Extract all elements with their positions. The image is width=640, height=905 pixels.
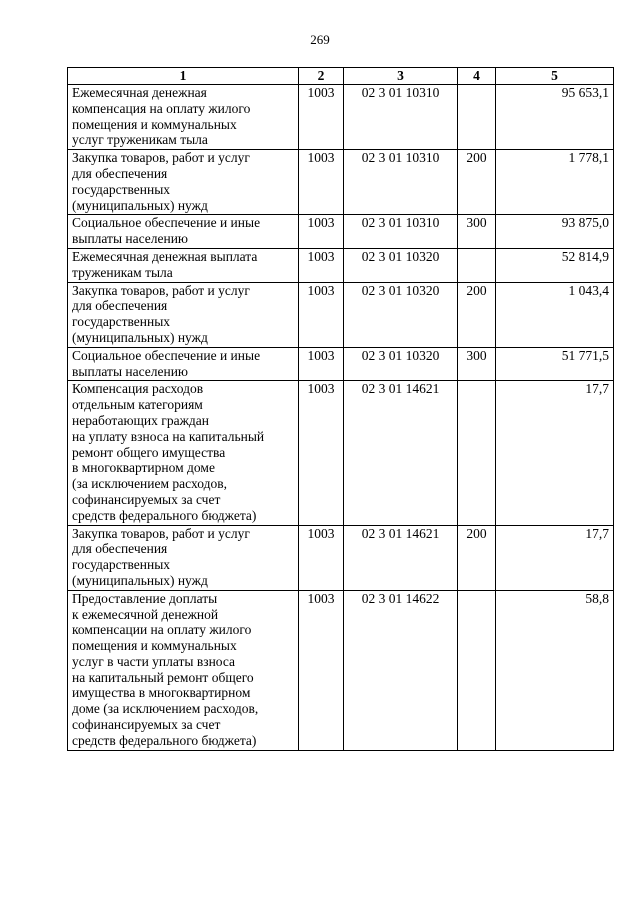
amount-cell: 52 814,9 <box>496 248 614 282</box>
expense-name-line: (муниципальных) нужд <box>72 197 208 213</box>
expense-name-line: в многоквартирном доме <box>72 460 215 476</box>
expense-name-line: помещения и коммунальных <box>72 116 237 132</box>
table-body <box>68 85 614 751</box>
amount-cell: 1 778,1 <box>496 150 614 215</box>
expense-name-cell <box>68 347 299 381</box>
target-article-cell: 02 3 01 10310 <box>344 215 458 249</box>
amount-cell: 51 771,5 <box>496 347 614 381</box>
column-header-1: 1 <box>68 68 299 85</box>
expense-type-cell: 300 <box>458 215 496 249</box>
expense-name-line: Ежемесячная денежная выплата <box>72 248 258 264</box>
table-row <box>68 282 614 347</box>
expense-name-line: Закупка товаров, работ и услуг <box>72 150 250 166</box>
expense-name-line: Предоставление доплаты <box>72 590 218 606</box>
expense-name-line: государственных <box>72 181 171 197</box>
expense-type-cell <box>458 248 496 282</box>
expense-name-line: софинансируемых за счет <box>72 717 221 733</box>
expense-name-line: услуг труженикам тыла <box>72 132 208 148</box>
expense-name-line: Ежемесячная денежная <box>72 85 207 100</box>
table-row <box>68 248 614 282</box>
expense-name-line: компенсация на оплату жилого <box>72 100 251 116</box>
expense-name-cell <box>68 590 299 750</box>
section-code-cell: 1003 <box>299 347 344 381</box>
section-code-cell: 1003 <box>299 381 344 525</box>
target-article-cell: 02 3 01 14621 <box>344 381 458 525</box>
expense-name-line: выплаты населению <box>72 363 189 379</box>
expense-name-line: (муниципальных) нужд <box>72 329 208 345</box>
amount-cell: 58,8 <box>496 590 614 750</box>
expense-type-cell: 200 <box>458 525 496 590</box>
section-code-cell: 1003 <box>299 85 344 150</box>
budget-table <box>67 67 614 751</box>
amount-cell: 1 043,4 <box>496 282 614 347</box>
expense-name-line: услуг в части уплаты взноса <box>72 653 236 669</box>
expense-name-line: для обеспечения <box>72 541 168 557</box>
amount-cell: 17,7 <box>496 381 614 525</box>
target-article-cell: 02 3 01 10310 <box>344 85 458 150</box>
column-header-5: 5 <box>496 68 614 85</box>
table-header <box>68 68 614 85</box>
header-row <box>68 68 614 85</box>
column-header-3: 3 <box>344 68 458 85</box>
expense-name-line: (муниципальных) нужд <box>72 572 208 588</box>
expense-name-line: (за исключением расходов, <box>72 476 227 492</box>
expense-name-line: выплаты населению <box>72 231 189 247</box>
expense-name-cell <box>68 525 299 590</box>
expense-name-line: Закупка товаров, работ и услуг <box>72 525 250 541</box>
expense-name-line: государственных <box>72 314 171 330</box>
expense-name-line: Закупка товаров, работ и услуг <box>72 282 250 298</box>
expense-type-cell <box>458 590 496 750</box>
expense-name-line: Социальное обеспечение и иные <box>72 215 261 231</box>
expense-name-cell <box>68 150 299 215</box>
expense-type-cell: 300 <box>458 347 496 381</box>
expense-name-line: государственных <box>72 557 171 573</box>
expense-name-cell <box>68 282 299 347</box>
expense-name-line: Компенсация расходов <box>72 381 204 397</box>
section-code-cell: 1003 <box>299 150 344 215</box>
table-row <box>68 347 614 381</box>
expense-type-cell: 200 <box>458 150 496 215</box>
section-code-cell: 1003 <box>299 525 344 590</box>
target-article-cell: 02 3 01 10320 <box>344 282 458 347</box>
target-article-cell: 02 3 01 10320 <box>344 347 458 381</box>
expense-name-line: для обеспечения <box>72 298 168 314</box>
target-article-cell: 02 3 01 14622 <box>344 590 458 750</box>
section-code-cell: 1003 <box>299 590 344 750</box>
expense-name-line: на капитальный ремонт общего <box>72 669 254 685</box>
expense-type-cell: 200 <box>458 282 496 347</box>
section-code-cell: 1003 <box>299 215 344 249</box>
expense-name-line: для обеспечения <box>72 165 168 181</box>
expense-type-cell <box>458 381 496 525</box>
expense-name-line: компенсации на оплату жилого <box>72 622 252 638</box>
expense-name-line: помещения и коммунальных <box>72 638 237 654</box>
expense-name-line: софинансируемых за счет <box>72 491 221 507</box>
expense-name-line: средств федерального бюджета) <box>72 732 257 748</box>
expense-name-line: ремонт общего имущества <box>72 444 226 460</box>
expense-name-line: Социальное обеспечение и иные <box>72 347 261 363</box>
amount-cell: 17,7 <box>496 525 614 590</box>
table-row <box>68 215 614 249</box>
page-number: 269 <box>310 32 330 47</box>
target-article-cell: 02 3 01 10320 <box>344 248 458 282</box>
table-row <box>68 525 614 590</box>
target-article-cell: 02 3 01 14621 <box>344 525 458 590</box>
expense-name-line: отдельным категориям <box>72 397 203 413</box>
expense-name-line: к ежемесячной денежной <box>72 606 219 622</box>
table-row <box>68 590 614 750</box>
column-header-4: 4 <box>458 68 496 85</box>
table-row <box>68 381 614 525</box>
column-header-2: 2 <box>299 68 344 85</box>
expense-name-cell <box>68 248 299 282</box>
section-code-cell: 1003 <box>299 248 344 282</box>
expense-name-line: труженикам тыла <box>72 264 173 280</box>
expense-type-cell <box>458 85 496 150</box>
table-row <box>68 150 614 215</box>
amount-cell: 93 875,0 <box>496 215 614 249</box>
expense-name-line: доме (за исключением расходов, <box>72 701 259 717</box>
expense-name-cell <box>68 85 299 150</box>
expense-name-line: на уплату взноса на капитальный <box>72 428 265 444</box>
section-code-cell: 1003 <box>299 282 344 347</box>
amount-cell: 95 653,1 <box>496 85 614 150</box>
table-row <box>68 85 614 150</box>
expense-name-line: средств федерального бюджета) <box>72 507 257 523</box>
expense-name-line: имущества в многоквартирном <box>72 685 251 701</box>
target-article-cell: 02 3 01 10310 <box>344 150 458 215</box>
expense-name-cell <box>68 215 299 249</box>
expense-name-line: неработающих граждан <box>72 412 209 428</box>
expense-name-cell <box>68 381 299 525</box>
